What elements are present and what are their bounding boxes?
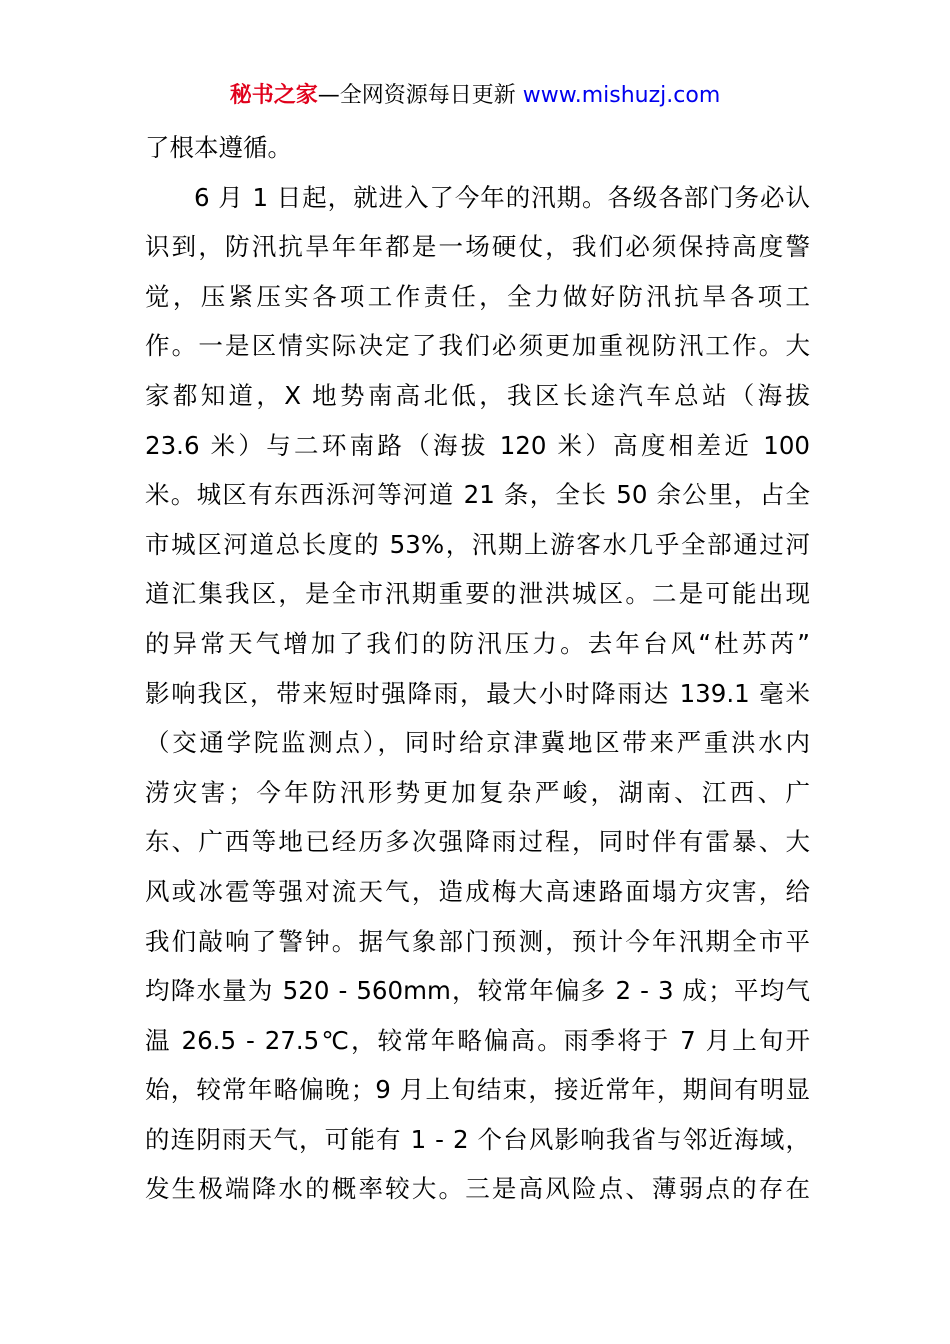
- text-line: 影响我区，带来短时强降雨，最大小时降雨达 139.1 毫米: [145, 678, 810, 708]
- text-line: 米。城区有东西泺河等河道 21 条，全长 50 余公里，占全: [145, 480, 810, 510]
- text-line: 市城区河道总长度的 53%，汛期上游客水几乎全部通过河: [145, 529, 810, 559]
- text-line: 均降水量为 520 - 560mm，较常年偏多 2 - 3 成；平均气: [145, 976, 810, 1006]
- text-line: 家都知道，X 地势南高北低，我区长途汽车总站（海拔: [145, 380, 810, 410]
- text-line: 始，较常年略偏晚；9 月上旬结束，接近常年，期间有明显: [145, 1075, 810, 1105]
- site-tagline: —全网资源每日更新: [317, 83, 523, 108]
- text-line: （交通学院监测点），同时给京津冀地区带来严重洪水内: [145, 728, 810, 758]
- text-line: 涝灾害；今年防汛形势更加复杂严峻，湖南、江西、广: [145, 777, 810, 807]
- page-header: [0, 80, 950, 112]
- text-line: 我们敲响了警钟。据气象部门预测，预计今年汛期全市平: [145, 926, 810, 956]
- site-brand: 秘书之家: [229, 83, 318, 108]
- text-line: 发生极端降水的概率较大。三是高风险点、薄弱点的存在: [145, 1174, 810, 1204]
- text-line: 识到，防汛抗旱年年都是一场硬仗，我们必须保持高度警: [145, 232, 810, 262]
- text-line: 风或冰雹等强对流天气，造成梅大高速路面塌方灾害，给: [145, 876, 810, 906]
- text-line: 23.6 米）与二环南路（海拔 120 米）高度相差近 100: [145, 430, 810, 460]
- site-url-link[interactable]: www.mishuzj.com: [522, 83, 721, 108]
- text-line: 的异常天气增加了我们的防汛压力。去年台风“杜苏芮”: [145, 628, 810, 658]
- text-line: 觉，压紧压实各项工作责任，全力做好防汛抗旱各项工: [145, 281, 810, 311]
- text-line: 温 26.5 - 27.5℃，较常年略偏高。雨季将于 7 月上旬开: [145, 1025, 810, 1055]
- text-line: 道汇集我区，是全市汛期重要的泄洪城区。二是可能出现: [145, 579, 810, 609]
- text-line: 作。一是区情实际决定了我们必须更加重视防汛工作。大: [145, 331, 810, 361]
- text-line: 的连阴雨天气，可能有 1 - 2 个台风影响我省与邻近海域，: [145, 1124, 810, 1154]
- paragraph-first-line: 6 月 1 日起，就进入了今年的汛期。各级各部门务必认: [194, 182, 810, 212]
- text-line: 了根本遵循。: [145, 133, 292, 162]
- text-line: 东、广西等地已经历多次强降雨过程，同时伴有雷暴、大: [145, 827, 810, 857]
- document-body: [145, 123, 810, 1214]
